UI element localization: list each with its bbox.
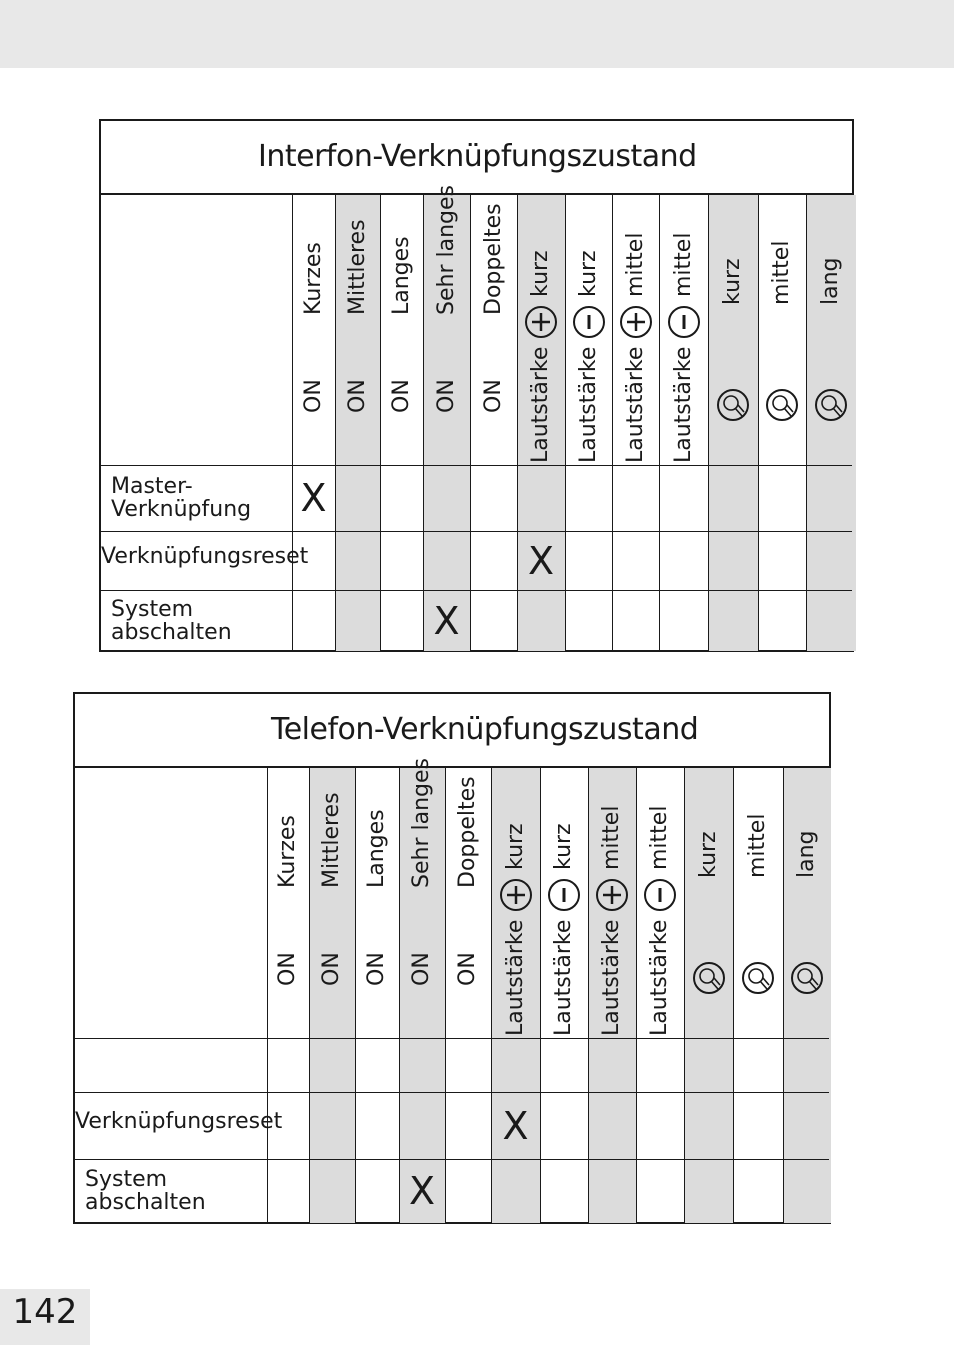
column-header-label: Mittleres [344,219,370,315]
column-on-label: ON [364,952,389,986]
column-header-label: mittel [670,232,696,297]
column-volume-label: Lautstärke [599,919,624,1036]
x-mark: X [527,538,555,583]
row-label: System abschalten [111,596,232,645]
minus-circle-icon [667,305,701,343]
column-on-label: ON [433,379,459,413]
column-header-label: kurz [502,823,528,870]
column-header-label: Doppeltes [480,203,506,315]
column-header-label: mittel [647,805,672,870]
table-title: Interfon-Verknüpfungszustand [101,121,852,195]
column-on-label: ON [300,379,326,413]
table-title: Telefon-Verknüpfungszustand [75,694,829,768]
x-mark: X [433,598,460,643]
column-header-label: Doppeltes [455,776,480,888]
column-header-label: kurz [695,831,721,878]
plus-circle-icon [524,305,558,343]
column-header-label: Langes [364,809,389,888]
column-header-label: Kurzes [275,815,300,888]
column-on-label: ON [388,379,414,413]
page-number: 142 [0,1289,90,1345]
interfon-link-table [99,119,854,652]
column-header-label: mittel [622,232,648,297]
column-header-label: mittel [599,805,624,870]
x-mark: X [300,476,327,520]
column-on-label: ON [275,952,300,986]
table-row [75,1038,833,1092]
plus-circle-icon [499,878,533,916]
table-row [101,465,856,531]
column-header-label: kurz [720,258,745,305]
table-row [75,1159,833,1223]
minus-circle-icon [572,305,606,343]
minus-circle-icon [547,878,581,916]
column-header-label: lang [794,830,819,878]
column-header-label: Kurzes [300,242,326,315]
telefon-link-table [73,692,831,1224]
column-header-label: kurz [575,250,601,297]
column-on-label: ON [455,952,480,986]
column-on-label: ON [344,379,370,413]
table-row [101,590,856,651]
column-header-label: Sehr langes [433,185,459,315]
column-volume-label: Lautstärke [670,346,696,463]
table-row [75,1092,833,1159]
column-header-label: Mittleres [319,792,344,888]
row-label: Master- Verknüpfung [111,474,252,522]
minus-circle-icon [643,878,677,916]
column-header-label: kurz [551,823,576,870]
row-label: Verknüpfungsreset [75,1108,283,1134]
column-volume-label: Lautstärke [528,346,553,463]
column-volume-label: Lautstärke [502,919,528,1036]
column-on-label: ON [480,379,506,413]
table-row [101,531,856,590]
top-band [0,0,954,68]
column-header-label: kurz [528,250,553,297]
phone-button-icon [741,961,775,999]
phone-button-icon [692,961,726,999]
plus-circle-icon [595,878,629,916]
column-header-label: mittel [745,813,770,878]
column-header-label: Langes [388,236,414,315]
column-volume-label: Lautstärke [622,346,648,463]
column-on-label: ON [409,952,434,986]
column-volume-label: Lautstärke [647,919,672,1036]
plus-circle-icon [619,305,653,343]
column-header-label: lang [818,257,843,305]
column-volume-label: Lautstärke [551,919,576,1036]
column-on-label: ON [319,952,344,986]
column-volume-label: Lautstärke [575,346,601,463]
x-mark: X [502,1103,529,1148]
row-label: System abschalten [85,1167,206,1215]
phone-button-icon [765,388,799,426]
row-label: Verknüpfungsreset [101,543,309,569]
x-mark: X [408,1169,436,1213]
column-header-label: mittel [769,240,794,305]
phone-button-icon [790,961,824,999]
phone-button-icon [716,388,750,426]
column-header-label: Sehr langes [409,758,434,888]
phone-button-icon [814,388,848,426]
